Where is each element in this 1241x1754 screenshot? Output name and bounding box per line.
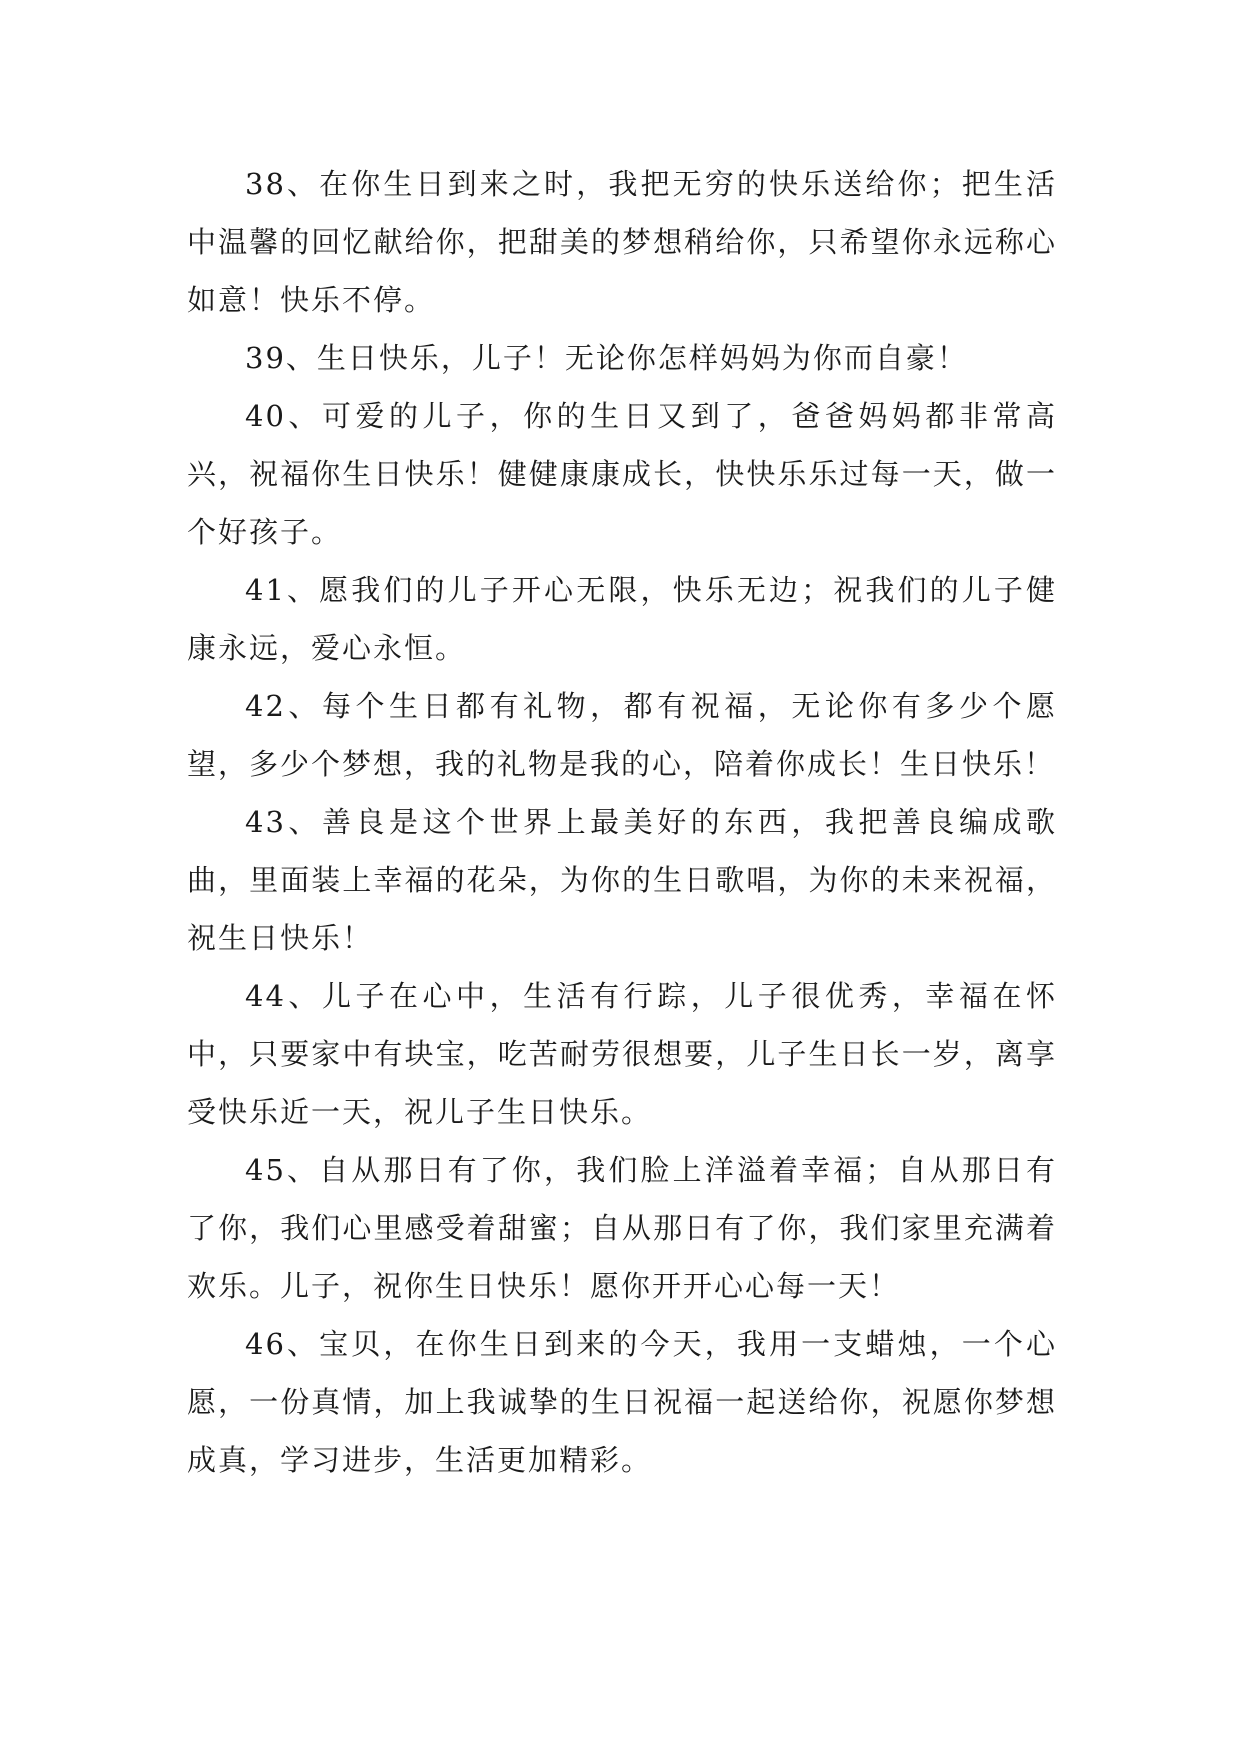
paragraph-43: 43、善良是这个世界上最美好的东西，我把善良编成歌曲，里面装上幸福的花朵，为你的生日歌唱，为你的未来祝福，祝生日快乐！ [187,805,1057,955]
paragraph-45: 45、自从那日有了你，我们脸上洋溢着幸福；自从那日有了你，我们心里感受着甜蜜；自从那日有了你，我们家里充满着欢乐。儿子，祝你生日快乐！愿你开开心心每一天！ [187,1153,1057,1303]
paragraph-40: 40、可爱的儿子，你的生日又到了，爸爸妈妈都非常高兴，祝福你生日快乐！健健康康成长，快快乐乐过每一天，做一个好孩子。 [187,399,1057,549]
paragraph-46: 46、宝贝，在你生日到来的今天，我用一支蜡烛，一个心愿，一份真情，加上我诚挚的生日祝福一起送给你，祝愿你梦想成真，学习进步，生活更加精彩。 [187,1327,1057,1477]
paragraph-44: 44、儿子在心中，生活有行踪，儿子很优秀，幸福在怀中，只要家中有块宝，吃苦耐劳很想要，儿子生日长一岁，离享受快乐近一天，祝儿子生日快乐。 [187,979,1057,1129]
paragraph-41: 41、愿我们的儿子开心无限，快乐无边；祝我们的儿子健康永远，爱心永恒。 [187,573,1057,665]
paragraph-39: 39、生日快乐，儿子！无论你怎样妈妈为你而自豪！ [245,341,968,375]
paragraph-38: 38、在你生日到来之时，我把无穷的快乐送给你；把生活中温馨的回忆献给你，把甜美的梦想稍给你，只希望你永远称心如意！快乐不停。 [187,167,1057,317]
document-body [187,155,1057,1489]
paragraph-42: 42、每个生日都有礼物，都有祝福，无论你有多少个愿望，多少个梦想，我的礼物是我的心，陪着你成长！生日快乐！ [187,689,1057,781]
